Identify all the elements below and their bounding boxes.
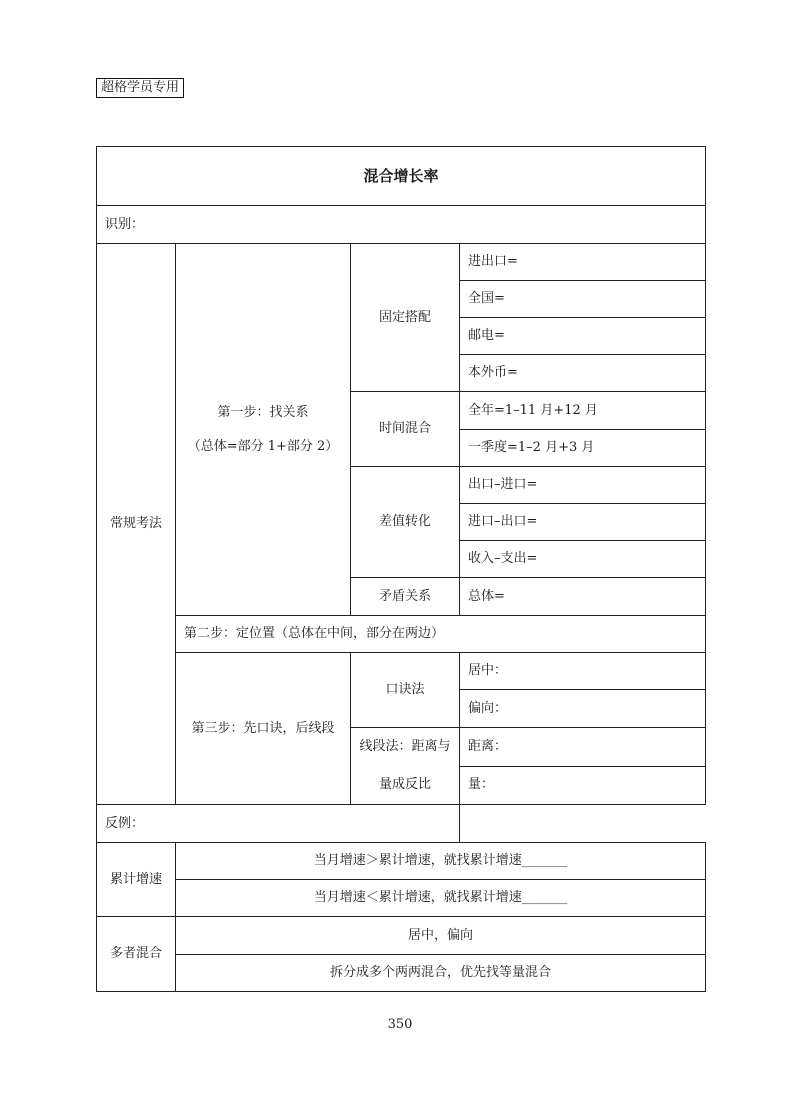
cumulative-label: 累计增速 — [97, 843, 176, 917]
group-item: 收入–支出= — [460, 541, 706, 578]
identify-row: 识别： — [97, 206, 706, 244]
method-mnemonic: 口诀法 — [351, 653, 460, 728]
group-item: 进口–出口= — [460, 504, 706, 541]
method-segment: 线段法：距离与量成反比 — [351, 728, 460, 805]
group-item: 出口–进口= — [460, 467, 706, 504]
group-time-mix: 时间混合 — [351, 392, 460, 467]
multiple-row: 居中，偏向 — [176, 917, 706, 955]
cumulative-row: 当月增速＜累计增速，就找累计增速_______ — [176, 880, 706, 917]
conventional-label: 常规考法 — [97, 244, 176, 805]
multiple-row: 拆分成多个两两混合，优先找等量混合 — [176, 955, 706, 992]
step3-cell: 第三步：先口诀，后线段 — [176, 653, 351, 805]
page-number: 350 — [387, 1017, 413, 1032]
table-title: 混合增长率 — [97, 147, 706, 206]
step2-cell: 第二步：定位置（总体在中间，部分在两边） — [176, 616, 706, 653]
mixed-growth-rate-table — [96, 146, 706, 992]
group-contradiction: 矛盾关系 — [351, 578, 460, 616]
group-item: 本外币= — [460, 355, 706, 392]
cumulative-row: 当月增速＞累计增速，就找累计增速_______ — [176, 843, 706, 880]
header-badge: 超格学员专用 — [96, 78, 184, 98]
method-item: 量： — [460, 766, 706, 805]
group-item: 总体= — [460, 578, 706, 616]
group-fixed-combo: 固定搭配 — [351, 244, 460, 392]
group-item: 邮电= — [460, 318, 706, 355]
multiple-label: 多者混合 — [97, 917, 176, 992]
group-item: 一季度=1–2 月+3 月 — [460, 430, 706, 467]
method-item: 偏向： — [460, 690, 706, 728]
method-item: 距离： — [460, 728, 706, 767]
group-item: 全年=1–11 月+12 月 — [460, 392, 706, 430]
group-difference: 差值转化 — [351, 467, 460, 578]
group-item: 全国= — [460, 281, 706, 318]
step1-subtitle: （总体=部分 1+部分 2） — [187, 438, 339, 454]
group-item: 进出口= — [460, 244, 706, 281]
method-item: 居中： — [460, 653, 706, 690]
step1-title: 第一步：找关系 — [217, 404, 309, 420]
step1-cell — [176, 244, 351, 616]
counter-example-cell: 反例： — [97, 805, 460, 843]
